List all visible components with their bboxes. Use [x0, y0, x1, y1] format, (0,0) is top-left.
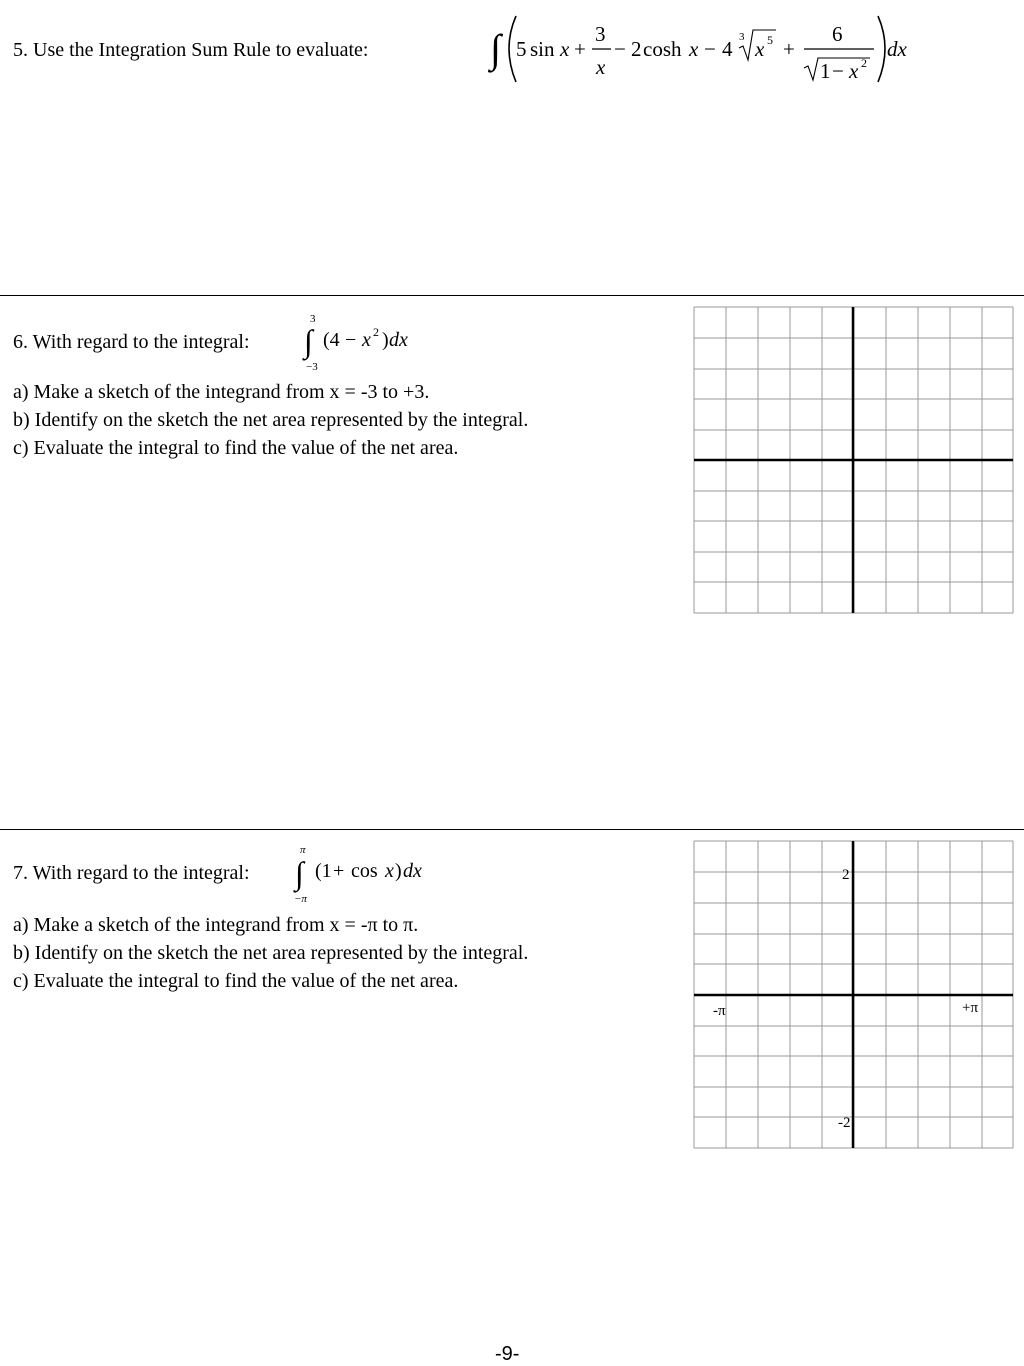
term-5: 5 — [516, 37, 527, 61]
minus: − — [345, 329, 357, 351]
minus-1: − — [614, 37, 626, 61]
y-label-bottom: -2 — [838, 1115, 851, 1131]
left-paren — [509, 16, 516, 82]
graph-grid-q6[interactable] — [693, 306, 1015, 615]
term-2: 2 — [631, 37, 642, 61]
question-6-prompt: 6. With regard to the integral: — [13, 331, 250, 353]
root-exp-5: 5 — [767, 33, 773, 47]
minus-2: − — [704, 37, 716, 61]
term-sin: sin — [530, 37, 555, 61]
question-6-parts — [13, 378, 528, 462]
x-label-left: -π — [713, 1003, 726, 1019]
root-x: x — [755, 37, 765, 61]
term-x: x — [560, 37, 570, 61]
divider-1 — [0, 295, 1024, 296]
plus: + — [333, 860, 345, 882]
integral-sign: ∫ — [304, 323, 313, 359]
part-c: c) Evaluate the integral to find the value of the net area. — [13, 437, 459, 459]
frac-num-6: 6 — [832, 22, 843, 46]
part-b: b) Identify on the sketch the net area represented by the integral. — [13, 409, 529, 431]
term-cosh: cosh — [643, 37, 682, 61]
question-5-integral-expression — [480, 10, 920, 90]
page-number: -9- — [495, 1343, 520, 1365]
sqrt-minus: − — [832, 59, 844, 83]
root-index: 3 — [739, 31, 745, 43]
upper-limit: 3 — [310, 313, 316, 325]
divider-2 — [0, 829, 1024, 830]
part-a: a) Make a sketch of the integrand from x = -3 to +3. — [13, 381, 430, 403]
integral-sign: ∫ — [295, 855, 304, 891]
open-1: (1 — [315, 860, 332, 882]
term-x-2: x — [689, 37, 699, 61]
dx: dx — [403, 860, 422, 882]
close: ) — [382, 329, 389, 351]
x: x — [362, 329, 371, 351]
part-a: a) Make a sketch of the integrand from x = -π to π. — [13, 914, 419, 936]
dx: dx — [389, 329, 408, 351]
dx: dx — [887, 37, 907, 61]
close: ) — [395, 860, 402, 882]
right-paren — [878, 16, 885, 82]
sqrt-x: x — [849, 59, 859, 83]
lower-limit: −3 — [306, 361, 318, 373]
question-6-integral-expression — [298, 306, 428, 376]
sqrt-exp-2: 2 — [861, 56, 867, 70]
frac-num-3: 3 — [595, 22, 606, 46]
graph-grid-q7[interactable] — [693, 840, 1015, 1150]
cos: cos — [351, 860, 378, 882]
part-b: b) Identify on the sketch the net area represented by the integral. — [13, 942, 529, 964]
lower-limit: −π — [294, 893, 307, 905]
question-5-prompt: 5. Use the Integration Sum Rule to evaluate: — [13, 39, 369, 61]
question-7-integral-expression — [290, 838, 440, 910]
frac-den-x: x — [596, 55, 606, 79]
open-4: (4 — [323, 329, 340, 351]
exp-2: 2 — [373, 325, 379, 339]
part-c: c) Evaluate the integral to find the value of the net area. — [13, 970, 459, 992]
term-4: 4 — [722, 37, 733, 61]
x-label-right: +π — [962, 1000, 979, 1016]
x: x — [385, 860, 394, 882]
y-label-top: 2 — [842, 867, 850, 883]
question-7-prompt: 7. With regard to the integral: — [13, 862, 250, 884]
question-7-parts — [13, 911, 528, 995]
sqrt-1: 1 — [820, 59, 831, 83]
plus-1: + — [574, 37, 586, 61]
integral-sign: ∫ — [490, 26, 501, 71]
upper-limit: π — [300, 844, 306, 856]
plus-2: + — [783, 37, 795, 61]
